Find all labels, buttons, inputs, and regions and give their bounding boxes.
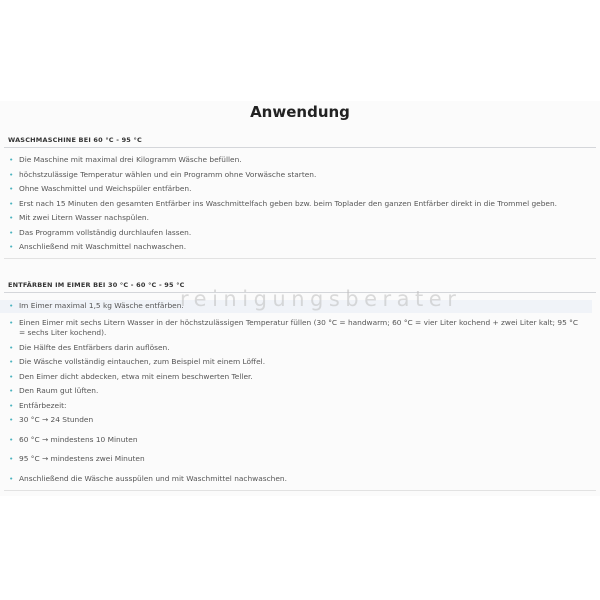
- list-item: [8, 155, 592, 165]
- list-item: [8, 343, 592, 353]
- list-item: [8, 372, 592, 382]
- list-item-text: Anschließend die Wäsche ausspülen und mit Waschmittel nachwaschen.: [19, 473, 287, 483]
- bullet-icon: •: [9, 213, 14, 222]
- list-item: [8, 318, 592, 338]
- list-item: [8, 386, 592, 396]
- list-item: [8, 184, 592, 194]
- list-item: [8, 213, 592, 223]
- list-item: [8, 474, 592, 484]
- list-item: [8, 454, 592, 464]
- list-item: [8, 242, 592, 252]
- list-item-text: Anschließend mit Waschmittel nachwaschen.: [19, 242, 187, 251]
- list-item-text: Einen Eimer mit sechs Litern Wasser in der höchstzulässigen Temperatur füllen (30 °C = handwarm; 60 °C = vier Liter kochend + zwei Liter kalt; 95 °C = sechs Liter kochend).: [19, 318, 578, 337]
- bullet-icon: •: [9, 184, 14, 193]
- section-divider: [4, 490, 596, 491]
- list-item: [8, 228, 592, 238]
- section-divider: [4, 147, 596, 148]
- list-item: [8, 357, 592, 367]
- list-item-text: Ohne Waschmittel und Weichspüler entfärben.: [19, 184, 192, 193]
- list-item: [8, 415, 592, 425]
- list-item-text: Mit zwei Litern Wasser nachspülen.: [19, 213, 149, 222]
- list-item-text: Den Raum gut lüften.: [19, 386, 99, 395]
- watermark: reinigungsberater: [180, 287, 462, 311]
- list-item-text: 30 °C → 24 Stunden: [19, 415, 94, 424]
- bullet-icon: •: [9, 371, 14, 381]
- list-item: [8, 435, 592, 445]
- eimer-list: [8, 300, 592, 484]
- list-item-text: Im Eimer maximal 1,5 kg Wäsche entfärben.: [19, 301, 184, 310]
- bullet-icon: •: [9, 473, 14, 483]
- list-item-text: 95 °C → mindestens zwei Minuten: [19, 454, 145, 463]
- bullet-icon: •: [9, 198, 14, 208]
- bullet-icon: •: [9, 400, 14, 410]
- bullet-icon: •: [9, 169, 14, 179]
- bullet-icon: •: [9, 454, 14, 463]
- bullet-icon: •: [9, 434, 14, 444]
- bullet-icon: •: [9, 342, 14, 352]
- section-divider: [4, 258, 596, 259]
- list-item-text: höchstzulässige Temperatur wählen und ein Programm ohne Vorwäsche starten.: [19, 169, 317, 179]
- list-item-text: Das Programm vollständig durchlaufen lassen.: [19, 227, 192, 237]
- list-item-text: Den Eimer dicht abdecken, etwa mit einem beschwerten Teller.: [19, 371, 253, 381]
- bullet-icon: •: [9, 242, 14, 251]
- bullet-icon: •: [9, 301, 14, 310]
- bullet-icon: •: [9, 415, 14, 424]
- list-item: [8, 199, 592, 209]
- list-item: [8, 401, 592, 411]
- list-item-text: 60 °C → mindestens 10 Minuten: [19, 434, 138, 444]
- list-item: [8, 170, 592, 180]
- bullet-icon: •: [9, 357, 14, 366]
- section-heading-waschmaschine: WASCHMASCHINE BEI 60 °C - 95 °C: [8, 136, 142, 144]
- list-item-text: Die Hälfte des Entfärbers darin auflösen.: [19, 342, 170, 352]
- list-item-text: Entfärbezeit:: [19, 400, 67, 410]
- bullet-icon: •: [9, 318, 14, 327]
- bullet-icon: •: [9, 155, 14, 164]
- waschmaschine-list: [8, 155, 592, 252]
- bullet-icon: •: [9, 386, 14, 395]
- list-item-text: Erst nach 15 Minuten den gesamten Entfärber ins Waschmittelfach geben bzw. beim Toplader den ganzen Entfärber direkt in die Trommel geben.: [19, 198, 557, 208]
- page-title: Anwendung: [250, 103, 350, 121]
- bullet-icon: •: [9, 227, 14, 237]
- section-heading-eimer: ENTFÄRBEN IM EIMER BEI 30 °C - 60 °C - 95 °C: [8, 281, 185, 289]
- list-item-text: Die Maschine mit maximal drei Kilogramm Wäsche befüllen.: [19, 155, 242, 164]
- list-item-text: Die Wäsche vollständig eintauchen, zum Beispiel mit einem Löffel.: [19, 357, 266, 366]
